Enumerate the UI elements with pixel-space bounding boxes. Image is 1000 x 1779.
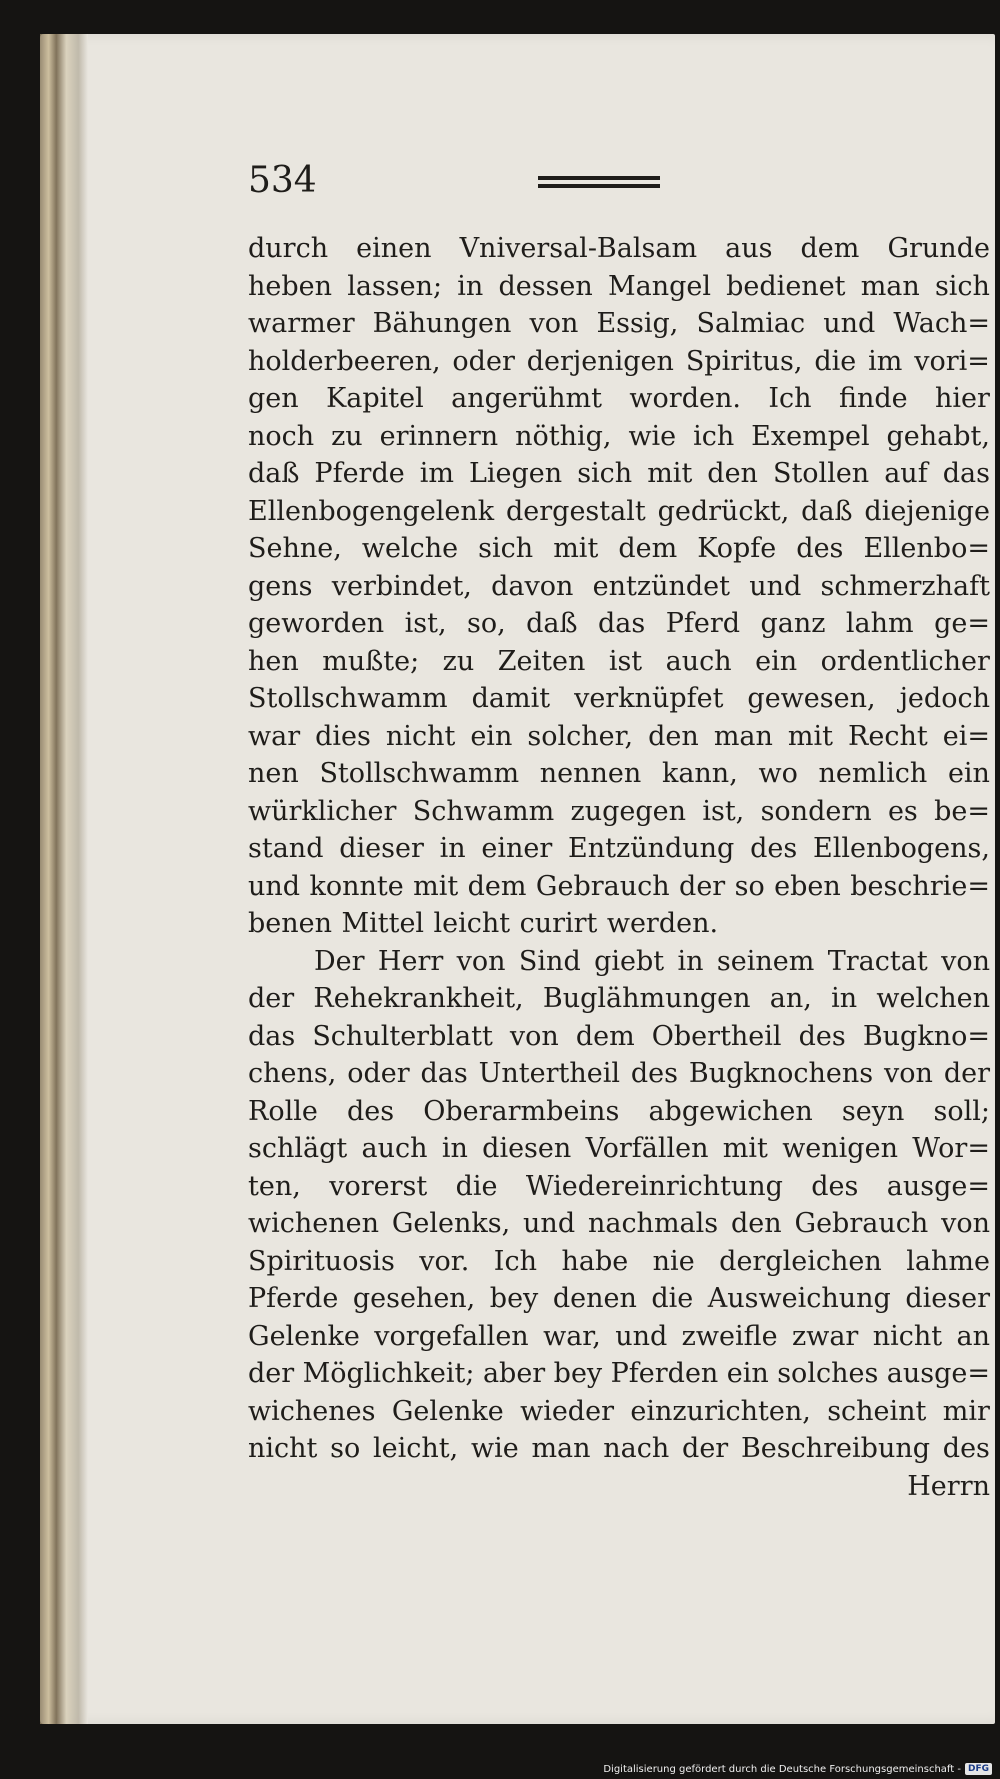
word: Schwamm — [412, 795, 555, 827]
word: finde — [838, 383, 908, 414]
page-edge — [40, 34, 88, 1724]
word: ordentlicher — [820, 645, 990, 677]
word: Bugkno= — [862, 1020, 990, 1052]
text-line — [248, 568, 990, 606]
word: Stollschwamm — [248, 683, 448, 714]
word: Tractat — [827, 945, 928, 977]
word: man — [713, 720, 773, 752]
word: einzurichten, — [630, 1395, 811, 1427]
text-line — [248, 1355, 990, 1393]
word: ein — [726, 1358, 769, 1389]
word: Pferde — [248, 1283, 339, 1314]
word: und — [615, 1320, 668, 1352]
word: beschrie= — [850, 870, 990, 902]
word: dem — [618, 533, 678, 564]
word: auch — [665, 645, 732, 677]
word: nicht — [248, 1433, 318, 1464]
text-line — [248, 905, 990, 943]
word: schmerzhaft — [820, 570, 990, 602]
text-line — [248, 305, 990, 343]
word: sich — [934, 270, 990, 302]
word: in — [677, 945, 704, 977]
word: Vniversal-Balsam — [459, 233, 698, 264]
word: daß — [526, 608, 578, 639]
word: Rolle — [248, 1095, 318, 1127]
text-line — [248, 1093, 990, 1131]
word: oder — [347, 1058, 410, 1089]
word: ist, — [702, 795, 745, 827]
word: von — [884, 1058, 933, 1089]
word: zweifle — [681, 1320, 778, 1352]
word: derjenigen — [526, 345, 674, 377]
word: auf — [884, 458, 928, 489]
word: worden. — [629, 383, 741, 414]
word: ausge= — [886, 1358, 990, 1389]
word: der — [248, 983, 295, 1014]
word: Ellenbogens, — [812, 833, 990, 864]
word: wichenen — [248, 1208, 379, 1239]
word: nicht — [385, 720, 456, 752]
text-line — [248, 1205, 990, 1243]
word: die — [455, 1170, 498, 1202]
word: der — [248, 1358, 295, 1389]
word: und — [523, 1208, 576, 1239]
word: konnte — [309, 870, 404, 902]
word: diejenige — [864, 495, 990, 527]
word: des — [798, 1020, 846, 1052]
word: zu — [331, 420, 363, 452]
word: schlägt — [248, 1133, 348, 1164]
word: gens — [248, 570, 313, 602]
word: Ellenbo= — [863, 533, 990, 564]
word: damit — [471, 683, 551, 714]
word: leicht, — [373, 1433, 459, 1464]
word: Pferd — [665, 608, 741, 639]
dfg-logo: DFG — [965, 1763, 992, 1775]
word: hier — [935, 383, 990, 414]
word: ten, — [248, 1170, 301, 1202]
word: das — [942, 458, 990, 489]
text-line — [248, 868, 990, 906]
word: des — [942, 1433, 990, 1464]
word: eben — [774, 870, 841, 902]
word: bedienet — [726, 270, 846, 302]
word: dem — [575, 1020, 635, 1052]
text-line — [248, 1280, 990, 1318]
word: Obertheil — [651, 1020, 782, 1052]
text-line — [248, 1393, 990, 1431]
text-line — [248, 1168, 990, 1206]
word: denen — [552, 1283, 637, 1314]
word: der — [682, 1433, 729, 1464]
word: dieser — [339, 833, 424, 864]
word: lahm — [845, 608, 914, 639]
word: stand — [248, 833, 324, 864]
word: Bugknochens — [688, 1058, 874, 1089]
word: und — [248, 870, 301, 902]
word: soll; — [933, 1095, 990, 1127]
word: geworden — [248, 608, 385, 639]
word: das — [420, 1058, 468, 1089]
text-line — [248, 343, 990, 381]
word: Möglichkeit; — [302, 1358, 475, 1389]
word: Mangel — [607, 270, 711, 302]
page-content — [248, 160, 990, 1505]
word: von — [529, 308, 579, 339]
word: Beschreibung — [740, 1433, 931, 1464]
word: den — [731, 1208, 782, 1239]
text-line — [248, 1468, 990, 1506]
header-ornament — [538, 176, 660, 190]
word: Schulterblatt — [312, 1020, 493, 1052]
text-line — [248, 1055, 990, 1093]
word: bey — [489, 1283, 539, 1314]
text-line — [248, 1430, 990, 1468]
word: Spiritus, — [685, 345, 803, 377]
word: Pferden — [610, 1358, 719, 1389]
text-line — [248, 680, 990, 718]
word: war — [248, 720, 301, 752]
word: welchen — [876, 983, 990, 1014]
word: von — [509, 1020, 559, 1052]
word: Vorfällen — [585, 1133, 709, 1164]
word: nachmals — [587, 1208, 719, 1239]
word: Gelenke — [248, 1320, 360, 1352]
word: nöthig, — [515, 420, 612, 452]
word: chens, — [248, 1058, 337, 1089]
word: Grunde — [887, 233, 990, 264]
word: Gebrauch — [794, 1208, 929, 1239]
word: vor. — [419, 1245, 470, 1277]
word: der — [679, 870, 726, 902]
word: dergleichen — [719, 1245, 882, 1277]
word: vorgefallen — [374, 1320, 529, 1352]
word: welche — [361, 533, 459, 564]
word: wichenes — [248, 1395, 376, 1427]
word: in — [831, 983, 858, 1014]
word: ein — [470, 720, 513, 752]
word: des — [796, 533, 844, 564]
word: dem — [800, 233, 860, 264]
word: nach — [603, 1433, 670, 1464]
word: von — [941, 1208, 990, 1239]
word: so, — [467, 608, 506, 639]
word: be= — [934, 795, 990, 827]
word: dem — [467, 870, 527, 902]
word: Kopfe — [697, 533, 777, 564]
word: davon — [491, 570, 574, 602]
word: Salmiac — [696, 308, 806, 339]
word: mit — [553, 533, 599, 564]
word: Buglähmungen — [542, 983, 751, 1014]
word: Ausweichung — [707, 1283, 891, 1314]
text-line — [248, 1130, 990, 1168]
footer-text: Digitalisierung gefördert durch die Deutsche Forschungsgemeinschaft - — [603, 1763, 961, 1775]
word: abgewichen — [648, 1095, 813, 1127]
word: Sind — [518, 945, 581, 977]
text-line — [248, 830, 990, 868]
word: zugegen — [570, 795, 687, 827]
word: nen — [248, 758, 299, 789]
word: Gelenke — [391, 1395, 504, 1427]
word: nennen — [539, 758, 642, 789]
text-line — [248, 1318, 990, 1356]
word: gedrückt, — [657, 495, 790, 527]
word: im — [419, 458, 454, 489]
word: in — [441, 1133, 468, 1164]
word: sondern — [760, 795, 872, 827]
word: gewesen, — [747, 683, 876, 714]
word: benen — [248, 908, 333, 939]
word: werden. — [606, 908, 719, 939]
word: seyn — [841, 1095, 905, 1127]
word: Mittel — [341, 908, 425, 939]
word: holderbeeren, — [248, 345, 441, 377]
word: vori= — [914, 345, 990, 377]
word: Sehne, — [248, 533, 342, 564]
word: man — [860, 270, 920, 302]
word: in — [439, 833, 466, 864]
word: an, — [769, 983, 812, 1014]
text-line — [248, 418, 990, 456]
word: ganz — [760, 608, 826, 639]
word: solcher, — [527, 720, 634, 752]
text-line — [248, 1018, 990, 1056]
word: Bähungen — [372, 308, 512, 339]
word: Gebrauch — [535, 870, 670, 902]
word: aber — [482, 1358, 546, 1389]
word: curirt — [519, 908, 598, 939]
word: der — [943, 1058, 990, 1089]
word: mit — [413, 870, 459, 902]
word: mir — [942, 1395, 990, 1427]
word: so — [734, 870, 765, 902]
word: des — [811, 1170, 859, 1202]
word: bey — [553, 1358, 603, 1389]
text-line — [248, 943, 990, 981]
word: habe — [561, 1245, 629, 1277]
word: nie — [652, 1245, 695, 1277]
text-line — [248, 718, 990, 756]
word: nicht — [872, 1320, 943, 1352]
word: erinnern — [379, 420, 499, 452]
word: seinem — [716, 945, 815, 977]
word: daß — [801, 495, 853, 527]
word: zwar — [791, 1320, 859, 1352]
word: hen — [248, 645, 299, 677]
word: des — [750, 833, 798, 864]
word: von — [456, 945, 506, 977]
word: Untertheil — [478, 1058, 621, 1089]
word: nemlich — [818, 758, 928, 789]
word: einer — [481, 833, 553, 864]
word: Der — [314, 945, 365, 977]
text-line — [248, 643, 990, 681]
word: war, — [543, 1320, 601, 1352]
word: Kapitel — [326, 383, 424, 414]
word: oder — [452, 345, 515, 377]
word: ein — [947, 758, 990, 789]
word: vorerst — [329, 1170, 428, 1202]
word: Ellenbogengelenk — [248, 495, 495, 527]
word: Wach= — [893, 308, 990, 339]
word: ich — [693, 420, 735, 452]
word: im — [868, 345, 903, 377]
word: Herrn — [907, 1470, 990, 1502]
page-number: 534 — [248, 160, 317, 201]
word: dieser — [905, 1283, 990, 1314]
word: Wor= — [912, 1133, 990, 1164]
word: Ich — [768, 383, 812, 414]
word: zu — [442, 645, 475, 677]
word: wie — [628, 420, 677, 452]
text-line — [248, 1243, 990, 1281]
word: das — [248, 1020, 296, 1052]
word: und — [823, 308, 876, 339]
word: Stollen — [772, 458, 870, 489]
word: an — [956, 1320, 990, 1352]
text-line — [248, 493, 990, 531]
word: des — [346, 1095, 395, 1127]
word: gen — [248, 383, 299, 414]
word: entzündet — [592, 570, 730, 602]
word: jedoch — [899, 683, 990, 714]
word: würklicher — [248, 795, 397, 827]
word: dergestalt — [506, 495, 646, 527]
word: gehabt, — [886, 420, 990, 452]
text-line — [248, 230, 990, 268]
word: sich — [478, 533, 534, 564]
word: durch — [248, 233, 329, 264]
word: Ich — [493, 1245, 537, 1277]
word: noch — [248, 420, 315, 452]
word: die — [651, 1283, 694, 1314]
text-line — [248, 793, 990, 831]
word: aus — [725, 233, 773, 264]
word: von — [941, 945, 990, 977]
word: mit — [787, 720, 834, 752]
word: Spirituosis — [248, 1245, 395, 1277]
word: ist — [608, 645, 643, 677]
word: Entzündung — [568, 833, 735, 864]
word: giebt — [594, 945, 665, 977]
word: die — [814, 345, 857, 377]
word: Gelenks, — [391, 1208, 511, 1239]
word: Zeiten — [497, 645, 586, 677]
text-line — [248, 380, 990, 418]
word: verbindet, — [331, 570, 472, 602]
word: verknüpfet — [574, 683, 724, 714]
page-header — [248, 160, 990, 224]
word: dies — [315, 720, 371, 752]
footer-credit — [603, 1763, 992, 1775]
word: das — [598, 608, 646, 639]
word: scheint — [827, 1395, 927, 1427]
word: mit — [647, 458, 693, 489]
word: ist, — [404, 608, 447, 639]
word: wo — [758, 758, 798, 789]
word: den — [707, 458, 758, 489]
word: Pferde — [314, 458, 405, 489]
text-line — [248, 455, 990, 493]
word: ge= — [934, 608, 990, 639]
word: warmer — [248, 308, 355, 339]
word: sich — [577, 458, 633, 489]
word: so — [330, 1433, 361, 1464]
word: auch — [361, 1133, 428, 1164]
word: gesehen, — [352, 1283, 476, 1314]
word: lahme — [906, 1245, 990, 1277]
word: einen — [356, 233, 432, 264]
text-line — [248, 980, 990, 1018]
text-line — [248, 605, 990, 643]
word: mußte; — [322, 645, 420, 677]
word: in — [457, 270, 484, 302]
word: mit — [722, 1133, 768, 1164]
word: wieder — [520, 1395, 614, 1427]
word: ein — [755, 645, 798, 677]
word: Rehekrankheit, — [313, 983, 524, 1014]
word: diesen — [482, 1133, 572, 1164]
word: Essig, — [596, 308, 679, 339]
word: angerühmt — [451, 383, 603, 414]
word: Recht — [848, 720, 928, 752]
word: des — [630, 1058, 679, 1089]
word: Exempel — [751, 420, 870, 452]
word: kann, — [661, 758, 738, 789]
word: Liegen — [468, 458, 563, 489]
text-line — [248, 755, 990, 793]
word: ausge= — [886, 1170, 990, 1202]
word: heben — [248, 270, 333, 302]
word: daß — [248, 458, 300, 489]
word: Wiedereinrichtung — [525, 1170, 783, 1202]
text-line — [248, 530, 990, 568]
word: Oberarmbeins — [423, 1095, 620, 1127]
word: ei= — [942, 720, 990, 752]
word: leicht — [433, 908, 511, 939]
word: dessen — [498, 270, 593, 302]
word: es — [887, 795, 918, 827]
word: Herr — [377, 945, 444, 977]
word: Stollschwamm — [319, 758, 520, 789]
word: man — [531, 1433, 591, 1464]
word: und — [749, 570, 802, 602]
word: wie — [470, 1433, 519, 1464]
word: solches — [777, 1358, 879, 1389]
word: den — [648, 720, 699, 752]
text-line — [248, 268, 990, 306]
word: lassen; — [347, 270, 443, 302]
body-text — [248, 230, 990, 1505]
word: wenigen — [782, 1133, 898, 1164]
